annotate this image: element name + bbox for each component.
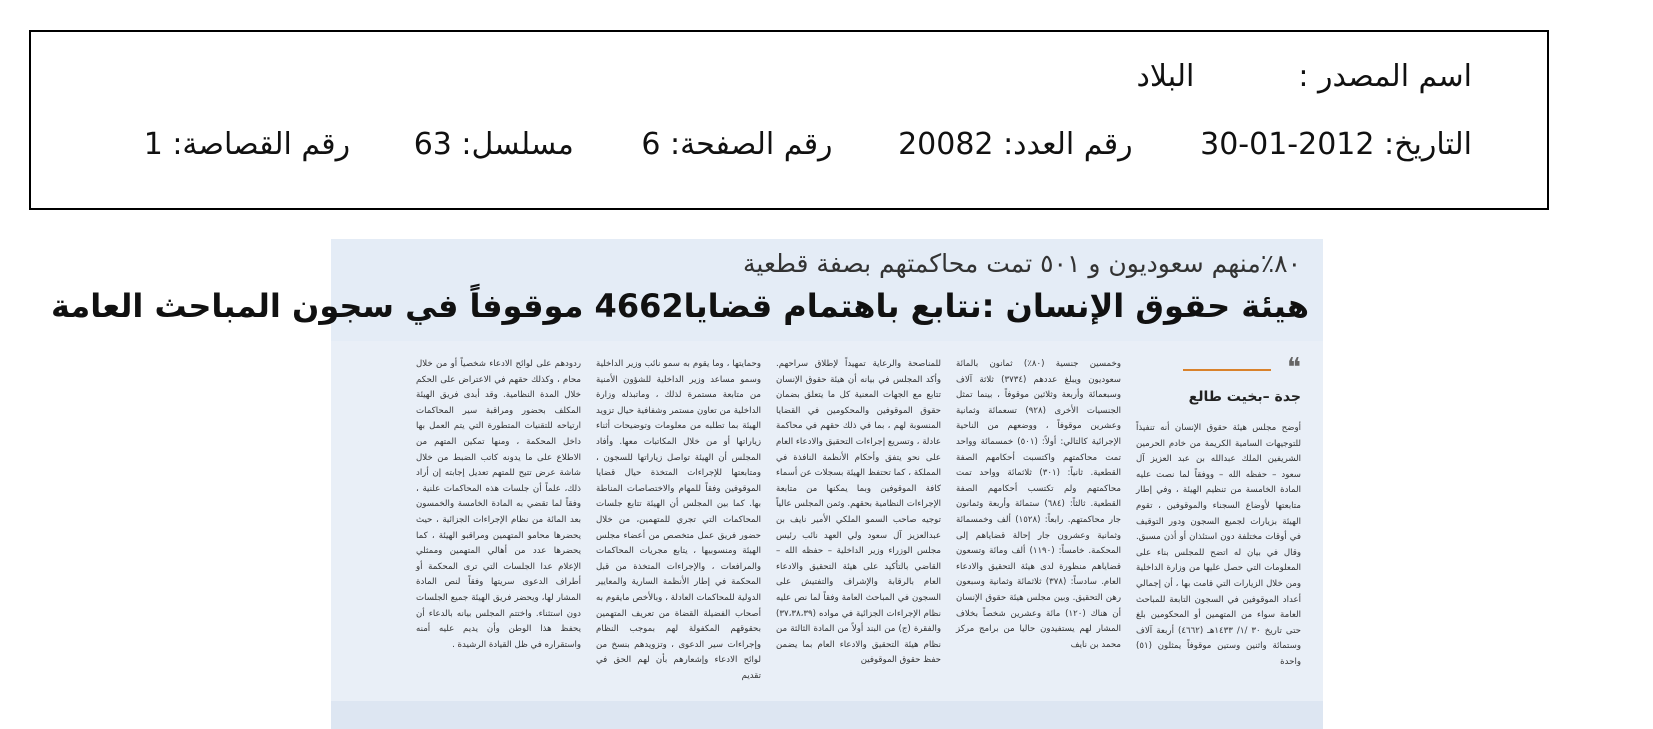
- clipping-number-label: رقم القصاصة:: [172, 127, 351, 162]
- newspaper-clipping: [51, 239, 1323, 729]
- article-column-1: أوضح مجلس هيئة حقوق الإنسان أنه تنفيذاً للتوجيهات السامية الكريمة من خادم الحرمين الشريفين الملك عبدالله بن عبد العزيز آل سعود – حفظه الله – ووفقاً لما نصت عليه المادة الخامسة من تنظيم الهيئة ، وفي إطار متابعتها لأوضاع السجناء والموقوفين ، تقوم الهيئة بزيارات لجميع السجون ودور التوقيف في أوقات مختلفة دون استئذان أو أذن مسبق. وقال في بيان له اتضح للمجلس بناء على المعلومات التي حصل عليها من وزارة الداخلية ومن خلال الزيارات التي قامت بها ، أن إجمالي أعداد الموقوفين في السجون التابعة للمباحث العامة سواء من المتهمين أو المحكومين بلغ حتى تاريخ ٣٠ /١/ ١٤٣٣هـ (٤٦٦٢) أربعة آلاف وستمائة واثنين وستين موقوفاً يمثلون (٥١) واحدة: [1136, 423, 1301, 667]
- article-byline: جدة –بخيت طالع: [1188, 389, 1301, 405]
- article-columns: [331, 353, 1323, 697]
- source-value: البلاد: [1136, 59, 1195, 94]
- article-column-3: للمناصحة والرعاية تمهيداً لإطلاق سراحهم. وأكد المجلس في بيانه أن هيئة حقوق الإنسان تتابع مع الجهات المعنية كل ما يتعلق بضمان حقوق الموقوفين والمحكومين في القضايا المنسوبة لهم ، بما في ذلك حقهم في محاكمة عادلة ، وتسريع إجراءات التحقيق والادعاء العام على نحو يتفق وأحكام الأنظمة النافذة في المملكة ، كما تحتفظ الهيئة بسجلات عن أسماء كافة الموقوفين وبما يمكنها من متابعة الإجراءات النظامية بحقهم. وثمن المجلس عالياً توجيه صاحب السمو الملكي الأمير نايف بن عبدالعزيز آل سعود ولي العهد نائب رئيس مجلس الوزراء وزير الداخلية – حفظه الله – القاضي بالتأكيد على هيئة التحقيق والادعاء العام بالرقابة والإشراف والتفتيش على السجون في المباحث العامة وفقاً لما نص عليه نظام الإجراءات الجزائية في مواده (٣٧،٣٨،٣٩) والفقرة (ج) من البند أولاً من المادة الثالثة من نظام هيئة التحقيق والادعاء العام بما يضمن حفظ حقوق الموقوفين: [776, 359, 941, 666]
- issue-number-label: رقم العدد:: [1003, 127, 1133, 162]
- headline-area: [51, 239, 1323, 341]
- serial-value: 63: [413, 127, 452, 162]
- article-kicker: ٨٠٪منهم سعوديون و ٥٠١ تمت محاكمتهم بصفة قطعية: [743, 249, 1301, 278]
- source-label: اسم المصدر :: [1298, 59, 1472, 94]
- article-headline: هيئة حقوق الإنسان :نتابع باهتمام قضايا4662 موقوفاً في سجون المباحث العامة: [51, 287, 1309, 325]
- page-number-value: 6: [641, 127, 661, 162]
- issue-number-value: 20082: [898, 127, 994, 162]
- serial-label: مسلسل:: [461, 127, 574, 162]
- article-column-2: وخمسين جنسية (٨٠٪) ثمانون بالمائة سعوديون ويبلغ عددهم (٣٧٣٤) ثلاثة آلاف وسبعمائة وأربعة وثلاثين موقوفاً ، بينما تمثل الجنسيات الأخرى (٩٢٨) تسعمائة وثمانية وعشرين موقوفاً ، ووضعهم من الناحية الإجرائية كالتالي: أولاً: (٥٠١) خمسمائة وواحد تمت محاكمتهم واكتسبت أحكامهم الصفة القطعية. ثانياً: (٣٠١) ثلاثمائة وواحد تمت محاكمتهم ولم تكتسب أحكامهم الصفة القطعية. ثالثاً: (٦٨٤) ستمائة وأربعة وثمانون جار محاكمتهم. رابعاً: (١٥٢٨) ألف وخمسمائة وثمانية وعشرون جار إحالة قضاياهم إلى المحكمة. خامساً: (١١٩٠) ألف ومائة وتسعون قضاياهم منظورة لدى هيئة التحقيق والادعاء العام. سادساً: (٣٧٨) ثلاثمائة وثمانية وسبعون رهن التحقيق. وبين مجلس هيئة حقوق الإنسان أن هناك (١٢٠) مائة وعشرين شخصاً بخلاف المشار لهم يستفيدون حاليا من برامج مركز محمد بن نايف: [956, 359, 1122, 650]
- next-article-strip: [331, 701, 1323, 729]
- article-column-4: وحمايتها ، وما يقوم به سمو نائب وزير الداخلية وسمو مساعد وزير الداخلية للشؤون الأمنية من متابعة مستمرة لذلك ، وماتبذله وزارة الداخلية من تعاون مستمر وشفافية حيال تزويد الهيئة بما تطلبه من معلومات وتوضيحات أثناء زياراتها أو من خلال المكاتبات معها. وأفاد المجلس أن الهيئة تواصل زياراتها للسجون ، ومتابعتها للإجراءات المتخذة حيال قضايا الموقوفين وفقاً للمهام والاختصاصات المناطة بها. كما بين المجلس أن الهيئة تتابع جلسات المحاكمات التي تجري للمتهمين، من خلال حضور فريق عمل متخصص من أعضاء مجلس الهيئة ومنسوبيها ، يتابع مجريات المحاكمات والمرافعات ، والإجراءات المتخذة من قبل المحكمة في إطار الأنظمة السارية والمعايير الدولية للمحاكمات العادلة ، وبالأخص مايقوم به أصحاب الفضيلة القضاة من تعريف المتهمين بحقوقهم المكفولة لهم بموجب النظام وإجراءات سير الدعوى ، وتزويدهم بنسخ من لوائح الادعاء وإشعارهم بأن لهم الحق في تقديم: [596, 359, 761, 681]
- clipping-metadata-box: [29, 30, 1549, 210]
- article-column-5: ردودهم على لوائح الادعاء شخصياً أو من خلال محام ، وكذلك حقهم في الاعتراض على الحكم خلال المدة النظامية. وقد أبدى فريق الهيئة المكلف بحضور ومراقبة سير المحاكمات ارتياحه للتقنيات المتطورة التي يتم العمل بها داخل المحكمة ، ومنها تمكين المتهم من الاطلاع على ما يدونه كاتب الضبط من خلال شاشة عرض تتيح للمتهم تعديل إجابته إن أراد ذلك، علماً أن جلسات هذه المحاكمات علنية ، وفقاً لما تقضي به المادة الخامسة والخمسون بعد المائة من نظام الإجراءات الجزائية ، حيث يحضرها محامو المتهمين ومراقبو الهيئة ، كما يحضرها عدد من أهالي المتهمين وممثلي الإعلام عدا الجلسات التي ترى المحكمة أو أطراف الدعوى سريتها وفقاً لنص المادة المشار لها، ويحضر فريق الهيئة جميع الجلسات دون استثناء. واختتم المجلس بيانه بالدعاء أن يحفظ هذا الوطن وأن يديم عليه أمنه واستقراره في ظل القيادة الرشيدة .: [416, 359, 581, 650]
- quote-icon: ❝: [1287, 353, 1301, 383]
- byline-divider: [1183, 369, 1271, 371]
- clipping-number-value: 1: [143, 127, 163, 162]
- source-row: [1136, 59, 1472, 94]
- date-label: التاريخ:: [1384, 127, 1472, 162]
- date-value: 30-01-2012: [1200, 127, 1375, 162]
- page-number-label: رقم الصفحة:: [669, 127, 833, 162]
- issue-info-row: [143, 127, 1472, 162]
